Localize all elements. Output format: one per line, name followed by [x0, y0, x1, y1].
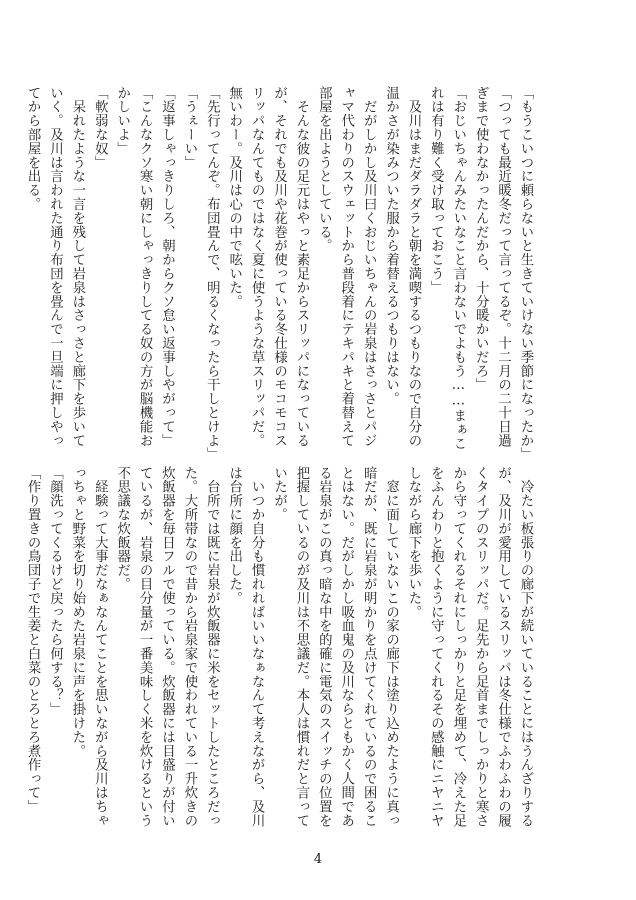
text-line: いたが。	[271, 466, 287, 522]
text-line: をふんわりと抱くように守ってくれるその感触にニヤニヤ	[428, 466, 444, 828]
upper-text-block	[25, 86, 536, 466]
text-line: リッパなんてものではなく夏に使うような草スリッパだ。	[249, 86, 265, 448]
text-line: が、及川が愛用しているスリッパは冬仕様でふわふわの履	[495, 466, 511, 828]
text-line: れは有り難く受け取っておこう」	[428, 86, 444, 295]
text-line: 呆れたような一言を残して岩泉はさっさと廊下を歩いて	[69, 86, 85, 448]
text-line: る岩泉がこの真っ暗な中を的確に電気のスイッチの位置を	[316, 466, 332, 828]
text-line: ャマ代わりのスウェットから普段着にテキパキと着替えて	[338, 86, 354, 448]
text-line: いく。及川は言われた通り布団を畳んで一旦端に押しやっ	[47, 86, 63, 448]
text-line: 冷たい板張りの廊下が続いていることにはうんざりする	[518, 466, 533, 828]
text-line: だがしかし及川曰くおじいちゃんの岩泉はさっさとパジ	[361, 86, 377, 448]
text-line: 「先行ってんぞ。布団畳んで、明るくなったら干しとけよ」	[204, 86, 220, 462]
lower-text-block	[25, 466, 536, 846]
text-line: 暗だが、既に岩泉が明かりを点けてくれているので困るこ	[361, 466, 377, 828]
text-line: た。大所帯なので昔から岩泉家で使われている一升炊きの	[181, 466, 197, 828]
text-line: 「作り置きの鳥団子で生姜と白菜のとろとろ煮作って」	[25, 466, 41, 814]
text-line: 台所では既に岩泉が炊飯器に米をセットしたところだっ	[204, 466, 220, 828]
text-line: 「軟弱な奴」	[92, 86, 108, 170]
text-line: は台所に顔を出した。	[226, 466, 242, 605]
text-line: ぎまで使わなかったんだから、十分暖かいだろ」	[473, 86, 489, 392]
text-line: っちゃと野菜を切り始めた岩泉に声を掛けた。	[69, 466, 85, 758]
text-line: 把握しているのが及川は不思議だ。本人は慣れだと言って	[293, 466, 309, 828]
text-line: 無いわー。及川は心の中で呟いた。	[226, 86, 242, 309]
text-line: そんな彼の足元はやっと素足からスリッパになっている	[293, 86, 309, 448]
text-line: 「こんなクソ寒い朝にしゃっきりしてる奴の方が脳機能お	[137, 86, 153, 448]
text-line: 経験って大事だなぁなんてことを思いながら及川はちゃ	[92, 466, 108, 828]
text-line: から守ってくれるそれにしっかりと足を埋めて、冷えた足	[450, 466, 466, 828]
page-number: 4	[313, 852, 323, 867]
text-line: しながら廊下を歩いた。	[405, 466, 421, 619]
text-line: 温かさが染みついた服から着替えるつもりはない。	[383, 86, 399, 406]
text-line: 部屋を出ようとしている。	[316, 86, 332, 253]
text-line: 「おじいちゃんみたいなこと言わないでよもう……まぁこ	[450, 86, 466, 451]
text-line: 「つっても最近暖冬だって言ってるぞ。十二月の二十日過	[495, 86, 511, 448]
text-line: 及川はまだダラダラと朝を満喫するつもりなので自分の	[405, 86, 421, 448]
text-line: 不思議な炊飯器だ。	[114, 466, 130, 592]
text-line: いつか自分も慣れればいいなぁなんて考えながら、及川	[249, 466, 265, 828]
text-line: が、それでも及川や花巻が使っている冬仕様のモコモコス	[271, 86, 287, 448]
text-line: 炊飯器を毎日フルで使っている。炊飯器には目盛りが付い	[159, 466, 175, 828]
text-line: 「顔洗ってくるけど戻ったら何する？」	[47, 466, 63, 717]
text-line: 「うぇーい」	[181, 86, 197, 170]
text-line: 窓に面していないこの家の廊下は塗り込めたように真っ	[383, 466, 399, 828]
text-line: てから部屋を出る。	[25, 86, 41, 212]
text-line: くタイプのスリッパだ。足先から足首までしっかりと寒さ	[473, 466, 489, 828]
text-line: ているが、岩泉の目分量が一番美味しく米を炊けるという	[137, 466, 153, 828]
text-line: かしいよ」	[114, 86, 130, 156]
text-line: とはない。だがしかし吸血鬼の及川ならともかく人間であ	[338, 466, 354, 828]
text-line: 「もうこいつに頼らないと生きていけない季節になったか」	[518, 86, 533, 462]
text-line: 「返事しゃっきりしろ、朝からクソ怠い返事しやがって」	[159, 86, 175, 448]
